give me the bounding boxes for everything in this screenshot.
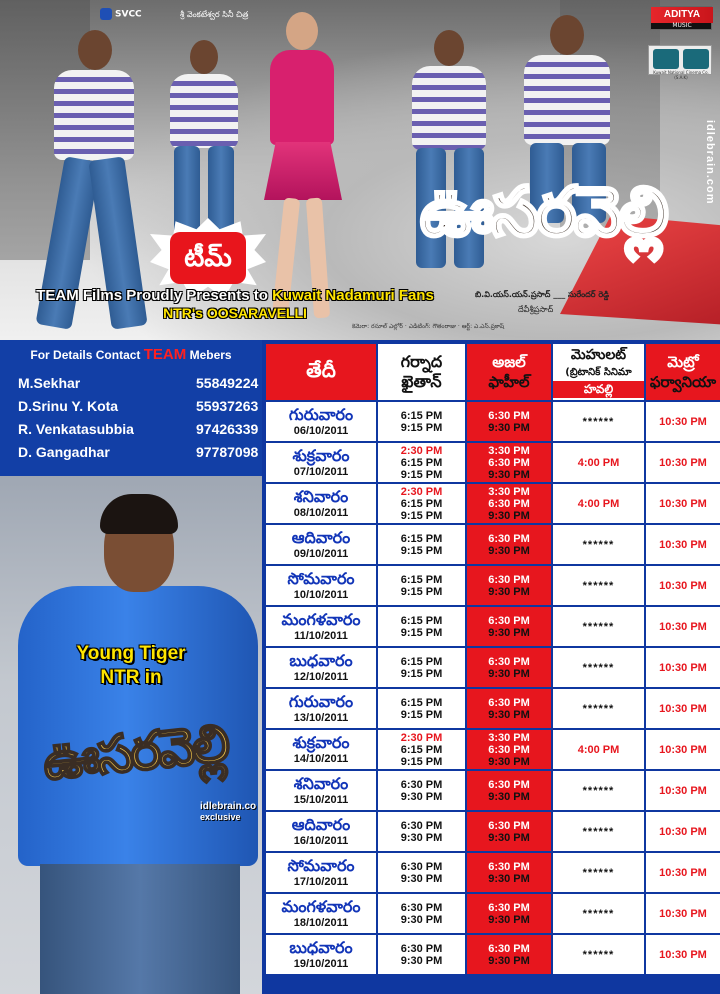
garnata-khaitan-times <box>378 894 465 933</box>
schedule-row <box>266 443 720 482</box>
garnata-khaitan-times <box>378 935 465 974</box>
header-garnata-khaitan: గర్నాద ఖైతాన్ <box>378 344 465 400</box>
contact-name: D. Gangadhar <box>18 444 110 460</box>
weekday-label: మంగళవారం <box>281 897 361 916</box>
schedule-row <box>266 648 720 687</box>
metro-farwaniya-times <box>646 812 720 851</box>
date-label: 13/10/2011 <box>293 712 349 724</box>
showtime: 10:30 PM <box>659 579 707 592</box>
showtime: 6:30 PM <box>400 819 443 832</box>
weekday-label: గురువారం <box>288 405 354 424</box>
date-label: 08/10/2011 <box>293 507 349 519</box>
contact-row <box>18 398 258 420</box>
showtime: 6:15 PM <box>400 655 443 668</box>
showtime: 9:30 PM <box>488 626 530 639</box>
contact-phone: 97787098 <box>196 444 259 460</box>
weekday-label: శుక్రవారం <box>292 733 350 752</box>
schedule-row <box>266 935 720 974</box>
date-cell <box>266 607 376 646</box>
date-label: 16/10/2011 <box>293 835 349 847</box>
schedule-row <box>266 730 720 769</box>
showtime-schedule <box>262 340 720 994</box>
ajal-fahaheel-times <box>467 935 551 974</box>
showtime: 10:30 PM <box>659 743 707 756</box>
garnata-khaitan-times <box>378 443 465 482</box>
schedule-row <box>266 812 720 851</box>
contact-phone: 55937263 <box>196 398 259 414</box>
schedule-row <box>266 484 720 523</box>
date-cell <box>266 894 376 933</box>
showtime: 6:15 PM <box>400 532 443 545</box>
weekday-label: సోమవారం <box>287 856 355 875</box>
showtime: 10:30 PM <box>659 497 707 510</box>
metro-farwaniya-times <box>646 648 720 687</box>
contact-name: R. Venkatasubbia <box>18 421 134 437</box>
metro-farwaniya-times <box>646 689 720 728</box>
hero-photo <box>0 476 262 994</box>
date-label: 15/10/2011 <box>293 794 349 806</box>
sponsor-logos: Kuwait National Cinema Co. (S.A.K) <box>648 45 712 75</box>
showtime: ****** <box>582 948 615 961</box>
showtime: 9:30 PM <box>400 913 443 926</box>
showtime: 6:30 PM <box>488 573 530 586</box>
showtime: 9:15 PM <box>400 509 443 522</box>
date-cell <box>266 402 376 441</box>
presents-line: TEAM Films Proudly Presents to Kuwait Nadamuri Fans <box>36 287 434 304</box>
hero-jeans <box>40 864 240 994</box>
showtime: 9:15 PM <box>400 755 443 768</box>
schedule-row <box>266 525 720 564</box>
date-cell <box>266 525 376 564</box>
weekday-label: ఆదివారం <box>291 815 351 834</box>
showtime: 9:30 PM <box>400 831 443 844</box>
schedule-row <box>266 607 720 646</box>
header-metro-farwaniya: మెట్రో ఫర్వానియా <box>646 344 720 400</box>
showtime: ****** <box>582 579 615 592</box>
date-label: 18/10/2011 <box>293 917 349 929</box>
mehulat-hawally-times <box>553 484 644 523</box>
date-cell <box>266 689 376 728</box>
contact-name: M.Sekhar <box>18 375 81 391</box>
showtime: 6:15 PM <box>400 696 443 709</box>
showtime: 10:30 PM <box>659 907 707 920</box>
showtime: 10:30 PM <box>659 948 707 961</box>
producer-line: శ్రీ వెంకటేశ్వర సినీ చిత్ర <box>180 10 249 19</box>
weekday-label: గురువారం <box>288 692 354 711</box>
team-badge: టీమ్ <box>150 218 266 298</box>
ajal-fahaheel-times <box>467 730 551 769</box>
garnata-khaitan-times <box>378 771 465 810</box>
header-mehulat-hawally: మెహులట్ (బ్రిటానిక్ సినిమా హవల్లి <box>553 344 644 400</box>
credits-line: కెమెరా: రసూల్ ఎల్లోర్ · ఎడిటింగ్: గౌతంరాజు · ఆర్ట్: ఎ.ఎస్.ప్రకాష్ <box>352 323 505 330</box>
hero-title-logo: ఊసరవెల్లి <box>40 713 230 793</box>
date-label: 17/10/2011 <box>293 876 349 888</box>
credits-line: దేవీశ్రీప్రసాద్ <box>518 305 554 314</box>
svcc-mark-icon <box>100 8 112 20</box>
contact-phone: 55849224 <box>196 375 259 391</box>
mehulat-hawally-times <box>553 402 644 441</box>
showtime: 6:30 PM <box>488 819 530 832</box>
date-label: 19/10/2011 <box>293 958 349 970</box>
ajal-fahaheel-times <box>467 402 551 441</box>
mehulat-hawally-times <box>553 607 644 646</box>
showtime: 6:30 PM <box>488 901 530 914</box>
date-cell <box>266 648 376 687</box>
ajal-fahaheel-times <box>467 894 551 933</box>
mehulat-hawally-times <box>553 566 644 605</box>
showtime: ****** <box>582 825 615 838</box>
showtime: 4:00 PM <box>577 456 620 469</box>
showtime: 6:30 PM <box>400 901 443 914</box>
header-date: తేదీ <box>266 344 376 400</box>
cinescape-logo-icon <box>653 49 679 69</box>
ajal-fahaheel-times <box>467 525 551 564</box>
date-label: 06/10/2011 <box>293 425 349 437</box>
mehulat-hawally-times <box>553 648 644 687</box>
contact-row <box>18 421 258 443</box>
showtime: 9:15 PM <box>400 626 443 639</box>
showtime: 9:15 PM <box>400 708 443 721</box>
schedule-row <box>266 566 720 605</box>
showtime: 6:30 PM <box>488 456 530 469</box>
showtime: 9:30 PM <box>488 585 530 598</box>
mehulat-hawally-times <box>553 525 644 564</box>
showtime: 6:15 PM <box>400 456 443 469</box>
metro-farwaniya-times <box>646 443 720 482</box>
showtime: 4:00 PM <box>577 743 620 756</box>
movie-title-logo: ఊసరవెల్లి <box>420 173 666 252</box>
garnata-khaitan-times <box>378 730 465 769</box>
header-ajal-fahaheel: అజల్ ఫాహీల్ <box>467 344 551 400</box>
schedule-row <box>266 689 720 728</box>
showtime: 9:15 PM <box>400 544 443 557</box>
movie-line: NTR's OOSARAVELLI <box>163 305 307 321</box>
metro-farwaniya-times <box>646 853 720 892</box>
showtime: 6:30 PM <box>400 860 443 873</box>
showtime: 6:15 PM <box>400 409 443 422</box>
metro-farwaniya-times <box>646 402 720 441</box>
showtime: 6:30 PM <box>400 942 443 955</box>
mehulat-hawally-times <box>553 812 644 851</box>
date-cell <box>266 935 376 974</box>
garnata-khaitan-times <box>378 648 465 687</box>
showtime: 9:30 PM <box>400 954 443 967</box>
aditya-music-logo: ADITYA MUSIC <box>650 6 712 30</box>
showtime: ****** <box>582 415 615 428</box>
date-label: 10/10/2011 <box>293 589 349 601</box>
schedule-row <box>266 853 720 892</box>
showtime: 6:15 PM <box>400 573 443 586</box>
ajal-fahaheel-times <box>467 566 551 605</box>
showtime: 10:30 PM <box>659 825 707 838</box>
weekday-label: మంగళవారం <box>281 610 361 629</box>
showtime: 9:30 PM <box>488 790 530 803</box>
ajal-fahaheel-times <box>467 648 551 687</box>
metro-farwaniya-times <box>646 771 720 810</box>
mehulat-hawally-times <box>553 730 644 769</box>
showtime: 9:30 PM <box>488 421 530 434</box>
banner <box>0 0 720 340</box>
weekday-label: శనివారం <box>293 774 349 793</box>
showtime: ****** <box>582 661 615 674</box>
showtime: 4:00 PM <box>577 497 620 510</box>
showtime: 9:30 PM <box>488 831 530 844</box>
showtime: 6:30 PM <box>488 743 530 756</box>
showtime: 6:30 PM <box>488 942 530 955</box>
showtime: 6:15 PM <box>400 497 443 510</box>
metro-farwaniya-times <box>646 525 720 564</box>
garnata-khaitan-times <box>378 607 465 646</box>
showtime: 10:30 PM <box>659 661 707 674</box>
contact-name: D.Srinu Y. Kota <box>18 398 119 414</box>
showtime: 6:30 PM <box>488 655 530 668</box>
date-label: 09/10/2011 <box>293 548 349 560</box>
ajal-fahaheel-times <box>467 853 551 892</box>
contact-phone: 97426339 <box>196 421 259 437</box>
showtime: 9:15 PM <box>400 585 443 598</box>
schedule-table <box>264 342 720 976</box>
showtime: 10:30 PM <box>659 538 707 551</box>
schedule-row <box>266 771 720 810</box>
date-label: 14/10/2011 <box>293 753 349 765</box>
contact-row <box>18 444 258 466</box>
showtime: 9:30 PM <box>488 913 530 926</box>
header-row <box>266 344 720 400</box>
showtime: 2:30 PM <box>400 731 443 744</box>
schedule-body <box>266 402 720 974</box>
garnata-khaitan-times <box>378 484 465 523</box>
svcc-logo: SVCC <box>100 8 142 20</box>
showtime: 9:30 PM <box>488 755 530 768</box>
showtime: 9:15 PM <box>400 468 443 481</box>
mehulat-hawally-times <box>553 894 644 933</box>
ajal-fahaheel-times <box>467 771 551 810</box>
showtime: 3:30 PM <box>488 485 530 498</box>
showtime: 10:30 PM <box>659 866 707 879</box>
date-label: 07/10/2011 <box>293 466 349 478</box>
hero-watermark: idlebrain.co exclusive <box>200 801 257 822</box>
showtime: 6:30 PM <box>488 696 530 709</box>
credits-line: బి.వి.యస్.యన్.ప్రసాద్ ___ సురేందర్ రెడ్డి <box>475 290 609 299</box>
ajal-fahaheel-times <box>467 689 551 728</box>
garnata-khaitan-times <box>378 812 465 851</box>
hero-caption: Young Tiger NTR in <box>76 643 186 688</box>
garnata-khaitan-times <box>378 689 465 728</box>
weekday-label: శనివారం <box>293 487 349 506</box>
showtime: 6:30 PM <box>488 860 530 873</box>
weekday-label: బుధవారం <box>289 651 353 670</box>
showtime: 10:30 PM <box>659 784 707 797</box>
metro-farwaniya-times <box>646 730 720 769</box>
mehulat-hawally-times <box>553 853 644 892</box>
showtime: 10:30 PM <box>659 415 707 428</box>
showtime: 3:30 PM <box>488 731 530 744</box>
garnata-khaitan-times <box>378 525 465 564</box>
showtime: 9:30 PM <box>488 872 530 885</box>
showtime: 6:30 PM <box>488 614 530 627</box>
ajal-fahaheel-times <box>467 443 551 482</box>
showtime: 2:30 PM <box>400 485 443 498</box>
metro-farwaniya-times <box>646 607 720 646</box>
date-label: 11/10/2011 <box>294 630 348 642</box>
date-cell <box>266 484 376 523</box>
showtime: 9:30 PM <box>400 872 443 885</box>
weekday-label: బుధవారం <box>289 938 353 957</box>
cinema-logo-icon <box>683 49 709 69</box>
showtime: 9:30 PM <box>488 667 530 680</box>
contact-row <box>18 375 258 397</box>
mehulat-hawally-times <box>553 689 644 728</box>
showtime: 9:30 PM <box>488 509 530 522</box>
mehulat-hawally-times <box>553 443 644 482</box>
showtime: 9:30 PM <box>400 790 443 803</box>
contact-title: For Details Contact TEAM Mebers <box>30 346 232 363</box>
showtime: 6:15 PM <box>400 614 443 627</box>
showtime: 6:30 PM <box>488 532 530 545</box>
ajal-fahaheel-times <box>467 812 551 851</box>
showtime: 9:30 PM <box>488 544 530 557</box>
showtime: 3:30 PM <box>488 444 530 457</box>
showtime: 10:30 PM <box>659 702 707 715</box>
contact-panel <box>0 340 262 476</box>
metro-farwaniya-times <box>646 894 720 933</box>
dancer-figure <box>160 40 250 240</box>
showtime: 6:30 PM <box>488 778 530 791</box>
date-cell <box>266 730 376 769</box>
showtime: 6:30 PM <box>488 409 530 422</box>
showtime: 10:30 PM <box>659 456 707 469</box>
metro-farwaniya-times <box>646 484 720 523</box>
showtime: 9:15 PM <box>400 667 443 680</box>
showtime: 9:30 PM <box>488 468 530 481</box>
metro-farwaniya-times <box>646 566 720 605</box>
showtime: 2:30 PM <box>400 444 443 457</box>
showtime: ****** <box>582 784 615 797</box>
showtime: ****** <box>582 866 615 879</box>
showtime: 6:30 PM <box>488 497 530 510</box>
weekday-label: ఆదివారం <box>291 528 351 547</box>
ajal-fahaheel-times <box>467 607 551 646</box>
garnata-khaitan-times <box>378 566 465 605</box>
mehulat-hawally-times <box>553 935 644 974</box>
date-cell <box>266 771 376 810</box>
showtime: ****** <box>582 907 615 920</box>
showtime: 6:30 PM <box>400 778 443 791</box>
weekday-label: సోమవారం <box>287 569 355 588</box>
mehulat-hawally-times <box>553 771 644 810</box>
date-cell <box>266 566 376 605</box>
showtime: ****** <box>582 620 615 633</box>
garnata-khaitan-times <box>378 853 465 892</box>
date-cell <box>266 443 376 482</box>
weekday-label: శుక్రవారం <box>292 446 350 465</box>
date-label: 12/10/2011 <box>293 671 349 683</box>
showtime: ****** <box>582 702 615 715</box>
ajal-fahaheel-times <box>467 484 551 523</box>
showtime: 9:30 PM <box>488 708 530 721</box>
date-cell <box>266 853 376 892</box>
schedule-row <box>266 894 720 933</box>
date-cell <box>266 812 376 851</box>
hero-hair <box>100 494 178 534</box>
showtime: 9:30 PM <box>488 954 530 967</box>
showtime: 6:15 PM <box>400 743 443 756</box>
garnata-khaitan-times <box>378 402 465 441</box>
showtime: 9:15 PM <box>400 421 443 434</box>
showtime: 10:30 PM <box>659 620 707 633</box>
showtime: ****** <box>582 538 615 551</box>
watermark: idlebrain.com <box>704 120 716 205</box>
schedule-row <box>266 402 720 441</box>
metro-farwaniya-times <box>646 935 720 974</box>
